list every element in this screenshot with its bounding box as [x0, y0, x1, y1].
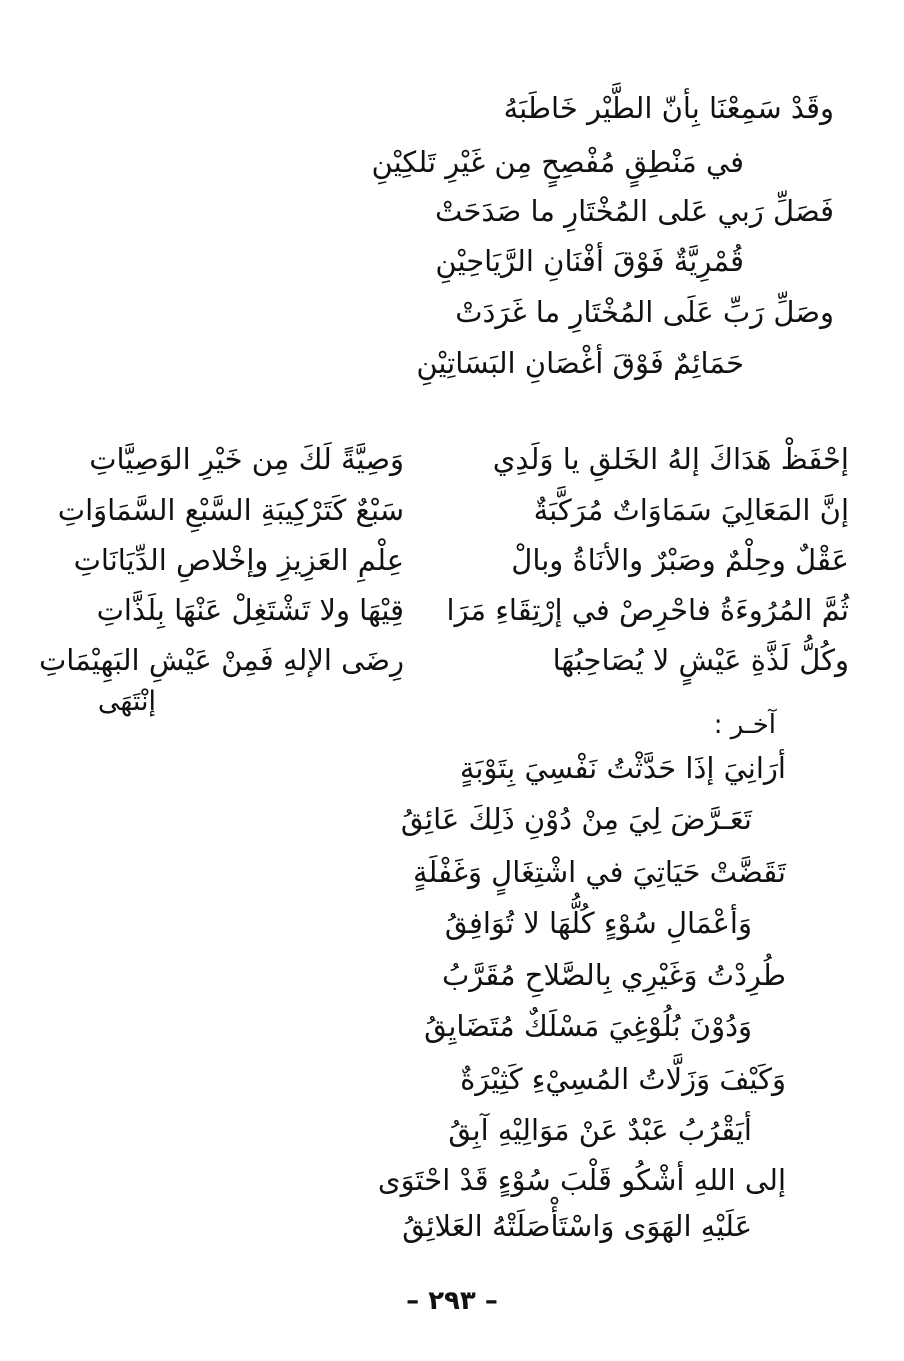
poem1-line-6: حَمَائِمٌ فَوْقَ أغْصَانِ البَسَاتِيْنِ [416, 346, 744, 380]
couplet-4-first-hemistich: ثُمَّ المُرُوءَةُ فاحْرِصْ في إرْتِقَاءِ مَرَا [446, 593, 849, 627]
poem3-line-5: طُرِدْتُ وَغَيْرِي بِالصَّلاحِ مُقَرَّبُ [442, 958, 786, 992]
poem1-line-1: وقَدْ سَمِعْنَا بِأنّ الطَّيْر خَاطَبَهُ [503, 91, 834, 125]
poem3-line-8: أيَقْرُبُ عَبْدٌ عَنْ مَوَالِيْهِ آبِقُ [448, 1113, 752, 1147]
poem1-line-3: فَصَلِّ رَبي عَلى المُخْتَارِ ما صَدَحَتْ [435, 194, 834, 228]
poem3-line-7: وَكَيْفَ وَزَلَّاتُ المُسِيْءِ كَثِيْرَةٌ [460, 1062, 786, 1096]
couplet-3-first-hemistich: عَقْلٌ وحِلْمٌ وصَبْرٌ والأنَاةُ وبالْ [511, 543, 849, 577]
couplet-5-first-hemistich: وكُلُّ لَذَّةِ عَيْشٍ لا يُصَاحِبُهَا [552, 643, 849, 677]
couplet-4-second-hemistich: قِيْهَا ولا تَشْتَغِلْ عَنْهَا بِلَذَّاتِ [96, 593, 404, 627]
poem3-line-2: تَعَـرَّضَ لِيَ مِنْ دُوْنِ ذَلِكَ عَائِقُ [400, 802, 752, 836]
poem1-line-4: قُمْرِيَّةٌ فَوْقَ أفْنَانِ الرَّيَاحِيْنِ [435, 244, 744, 278]
couplet-1-second-hemistich: وَصِيَّةً لَكَ مِن خَيْرِ الوَصِيَّاتِ [89, 442, 404, 476]
couplet-2-first-hemistich: إنَّ المَعَالِيَ سَمَاوَاتٌ مُرَكَّبَةٌ [533, 493, 849, 527]
poem3-line-1: أرَانِيَ إذَا حَدَّثْتُ نَفْسِيَ بِتَوْبَةٍ [459, 751, 786, 785]
couplet-3-second-hemistich: عِلْمِ العَزِيزِ وإخْلاصِ الدِّيَانَاتِ [73, 543, 404, 577]
couplet-1-first-hemistich: إحْفَظْ هَدَاكَ إلهُ الخَلقِ يا وَلَدِي [492, 442, 849, 476]
poem3-line-3: تَقَضَّتْ حَيَاتِيَ في اشْتِغَالٍ وَغَفْلَةٍ [412, 855, 786, 889]
poem1-line-5: وصَلِّ رَبِّ عَلَى المُخْتَارِ ما غَرَدَتْ [455, 295, 834, 329]
poem3-line-6: وَدُوْنَ بُلُوْغِيَ مَسْلَكٌ مُتَضَايِقُ [424, 1009, 752, 1043]
couplet-5-second-hemistich: رِضَى الإلهِ فَمِنْ عَيْشِ البَهِيْمَاتِ [38, 643, 404, 677]
another-poem-caption: آخـر : [713, 710, 776, 740]
end-word: إنْتَهَى [97, 686, 156, 717]
poem3-line-4: وَأعْمَالِ سُوْءٍ كُلُّهَا لا تُوَافِقُ [444, 906, 752, 940]
poem3-line-9: إلى اللهِ أشْكُو قَلْبَ سُوْءٍ قَدْ احْتَوَى [377, 1163, 786, 1197]
page-number: – ٢٩٣ – [406, 1286, 498, 1316]
poem3-line-10: عَلَيْهِ الهَوَى وَاسْتَأْصَلَتْهُ العَلائِقُ [402, 1209, 752, 1243]
poem1-line-2: في مَنْطِقٍ مُفْصِحٍ مِن غَيْرِ تَلكِيْنِ [371, 145, 744, 179]
couplet-2-second-hemistich: سَبْعٌ كَتَرْكِيبَةِ السَّبْعِ السَّمَاوَاتِ [57, 493, 404, 527]
